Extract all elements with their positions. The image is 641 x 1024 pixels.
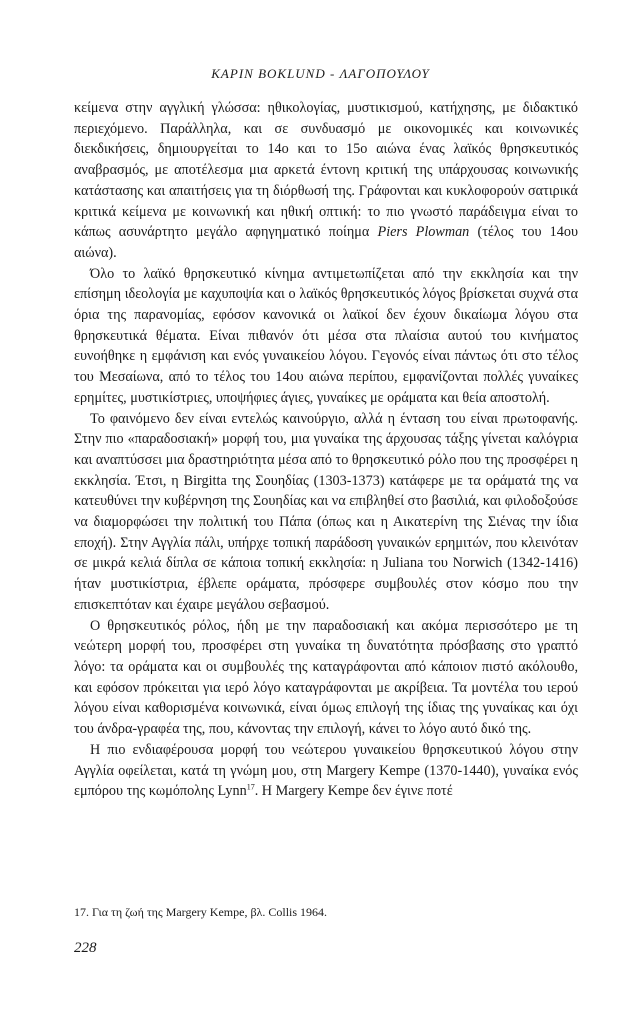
paragraph-text: κείμενα στην αγγλική γλώσσα: ηθικολογίας, μυστικισμού, κατήχησης, με διδακτικό περιεχόμενο. Παράλληλα, και σε συνδυασμό με οικονομικές και κοινωνικές διεκδικήσεις, δημιουργείται το 14ο και το 15ο αιώνα ένας λαϊκός θρησκευτικός αναβρασμός, με αποτέλεσμα μια αρκετά έντονη κριτική της υπάρχουσας κοινωνικής κατάστασης και απαιτήσεις για τη διόρθωσή της. Γράφονται και κυκλοφορούν σατιρικά κριτικά κείμενα με κοινωνική και ηθική οπτική: το πιο γνωστό παράδειγμα είναι το κάπως ασυνάρτητο μεγάλο αφηγηματικό ποίημα [74,100,578,241]
paragraph-5 [74,740,578,802]
page-number: 228 [74,940,97,956]
paragraph-1 [74,98,578,264]
paragraph-text: Η πιο ενδιαφέρουσα μορφή του νεώτερου γυναικείου θρησκευτικού λόγου στην Αγγλία οφείλεται, κατά τη γνώμη μου, στη Margery Kempe (1370-1440), γυναίκα ενός εμπόρου της κωμόπολης Lynn [74,741,578,800]
italic-title: Piers Plowman [377,224,470,241]
footnote-reference[interactable]: 17 [246,782,255,792]
paragraph-2: Όλο το λαϊκό θρησκευτικό κίνημα αντιμετωπίζεται από την εκκλησία και την επίσημη ιδεολογία με καχυποψία και ο λαϊκός θρησκευτικός λόγος βρίσκεται συχνά στα όρια της παρανομίας, εφόσον κανονικά οι λαϊκοί δεν έχουν δικαίωμα λόγου στα θρησκευτικά θέματα. Είναι πιθανόν ότι μέσα στα πλαίσια αυτού του κινήματος ευνοήθηκε η εμφάνιση και ενός γυναικείου λόγου. Γεγονός είναι πάντως ότι στο τέλος του Μεσαίωνα, από το τέλος του 14ου αιώνα περίπου, εμφανίζονται πολλές γυναίκες ερημίτες, μυστικίστριες, υποψήφιες άγιες, γυναίκες με οράματα και θεία αποστολή. [74,265,578,406]
footnote: 17. Για τη ζωή της Margery Kempe, βλ. Collis 1964. [74,905,328,919]
body-text [74,98,578,802]
paragraph-3: Το φαινόμενο δεν είναι εντελώς καινούργιο, αλλά η ένταση του είναι πρωτοφανής. Στην πιο «παραδοσιακή» μορφή του, μια γυναίκα της άρχουσας τάξης γίνεται καλόγρια και αναπτύσσει μια δραστηριότητα μέσα από το θρησκευτικό ρόλο που της προσφέρει η εκκλησία. Έτσι, η Birgitta της Σουηδίας (1303-1373) κατάφερε με τα οράματά της να κατευθύνει την κυβέρνηση της Σουηδίας και να επιβληθεί στο βασιλιά, και φιλοδοξούσε να διαμορφώσει την πολιτική του Πάπα (όπως και η Αικατερίνη της Σιένας την ίδια εποχή). Στην Αγγλία πάλι, υπήρχε τοπική παράδοση γυναικών ερημιτών, που κλεινόταν σε μικρά κελιά δίπλα σε κάποια τοπική εκκλησία: η Juliana του Norwich (1342-1416) ήταν μυστικίστρια, έβλεπε οράματα, πρόσφερε συμβουλές στον κόσμο που την επισκεπτόταν και έχαιρε μεγάλου σεβασμού. [74,410,578,613]
paragraph-4: Ο θρησκευτικός ρόλος, ήδη με την παραδοσιακή και ακόμα περισσότερο με τη νεώτερη μορφή του, προσφέρει στη γυναίκα τη δυνατότητα πρόσβασης στο γραπτό λόγο: τα οράματα και οι συμβουλές της καταγράφονται από κάποιον πιστό ακόλουθο, και εφόσον πρόκειται για ιερό λόγο καταγράφονται με ακρίβεια. Τα μοντέλα του ιερού λόγου είναι καθορισμένα κοινωνικά, είναι όμως επιλογή της ίδιας της γυναίκας και όχι του άνδρα-γραφέα της, που, κάνοντας την επιλογή, κάνει το λόγο αυτό δικό της. [74,617,578,738]
paragraph-text: (τέλος του 14ου αιώνα). [74,224,578,261]
paragraph-text: . Η Margery Kempe δεν έγινε ποτέ [254,783,453,800]
running-header: ΚΑΡΙΝ BOKLUND - ΛΑΓΟΠΟΥΛΟΥ [211,66,430,81]
